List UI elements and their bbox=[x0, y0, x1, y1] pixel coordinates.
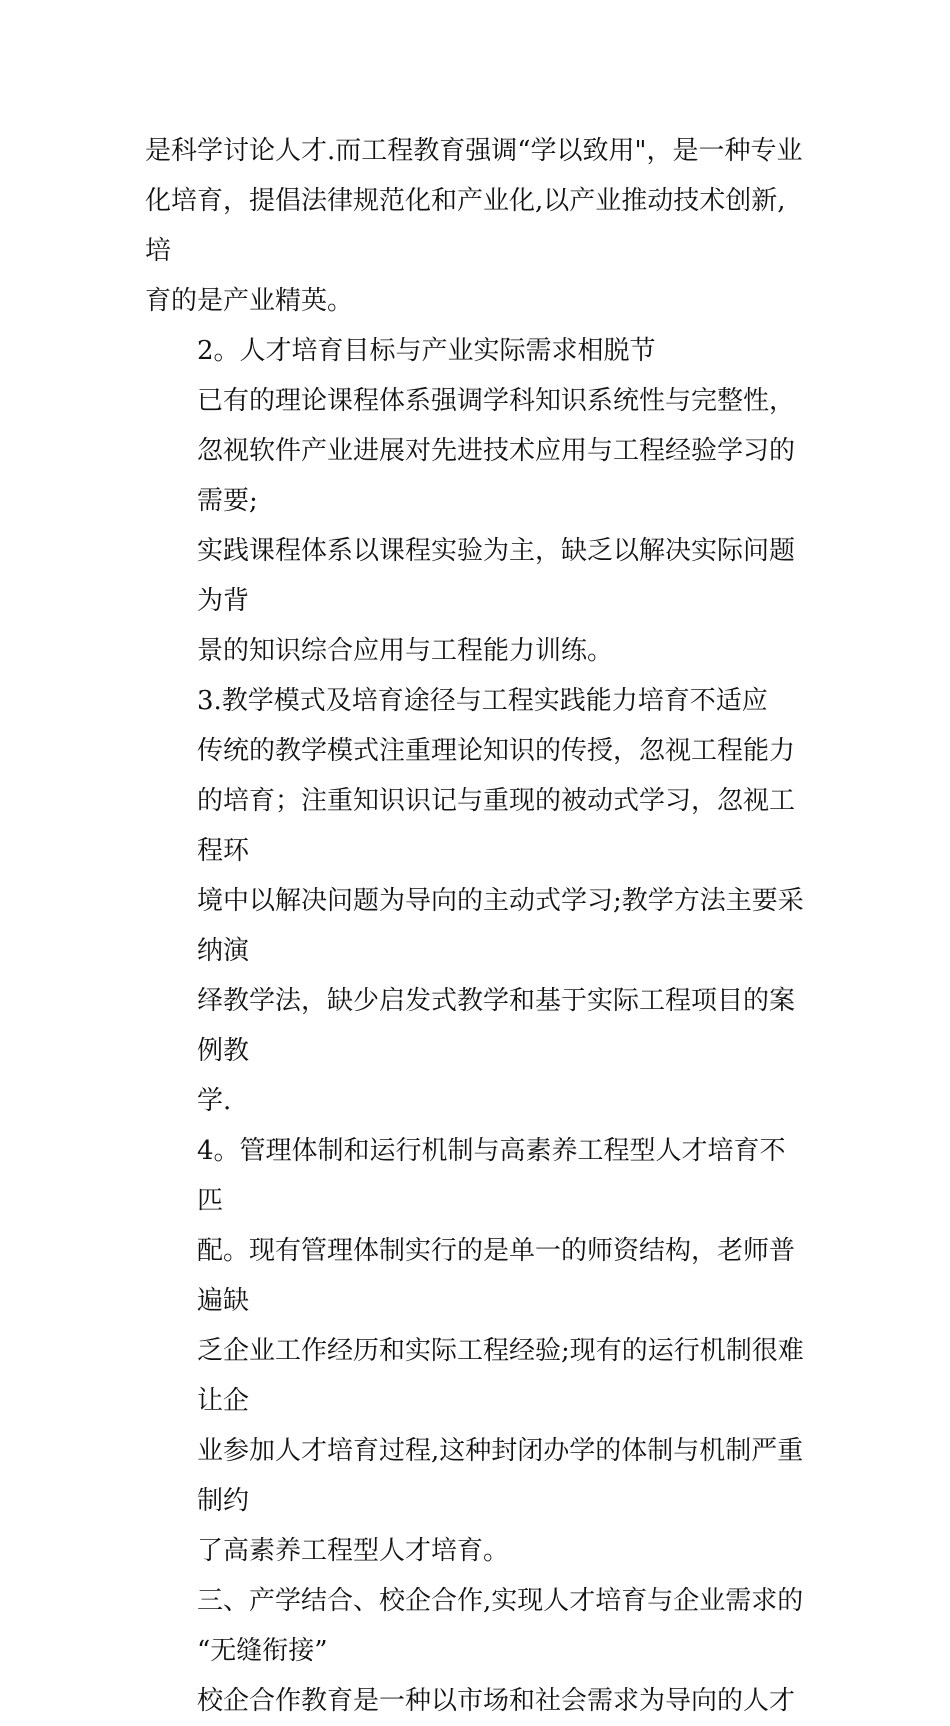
paragraph-teaching-model: 传统的教学模式注重理论知识的传授，忽视工程能力 的培育；注重知识识记与重现的被动式学习，忽视工程环 境中以解决问题为导向的主动式学习;教学方法主要采纳演 绎教学法，缺少启发式教学和基于实际工程项目的案例教 学. bbox=[197, 736, 804, 1116]
paragraph-school-enterprise: 校企合作教育是一种以市场和社会需求为导向的人才 bbox=[197, 1686, 796, 1716]
section-heading-three: 三、产学结合、校企合作,实现人才培育与企业需求的 “无缝衔接” bbox=[197, 1586, 804, 1666]
paragraph-curriculum: 已有的理论课程体系强调学科知识系统性与完整性， 忽视软件产业进展对先进技术应用与工程经验学习的需要; 实践课程体系以课程实验为主，缺乏以解决实际问题为背 景的知识综合应用与工程能力训练。 bbox=[197, 386, 796, 666]
paragraph-continuation: 是科学讨论人才.而工程教育强调“学以致用"，是一种专业 化培育，提倡法律规范化和产业化,以产业推动技术创新,培 育的是产业精英。 bbox=[145, 136, 803, 316]
document-body bbox=[145, 126, 805, 1726]
section-heading-3: 3.教学模式及培育途径与工程实践能力培育不适应 bbox=[197, 686, 768, 716]
paragraph-management: 4。管理体制和运行机制与高素养工程型人才培育不匹 配。现有管理体制实行的是单一的师资结构，老师普遍缺 乏企业工作经历和实际工程经验;现有的运行机制很难让企 业参加人才培育过程,这种封闭办学的体制与机制严重制约 了高素养工程型人才培育。 bbox=[197, 1136, 804, 1566]
section-heading-2: 2。人才培育目标与产业实际需求相脱节 bbox=[197, 336, 656, 366]
